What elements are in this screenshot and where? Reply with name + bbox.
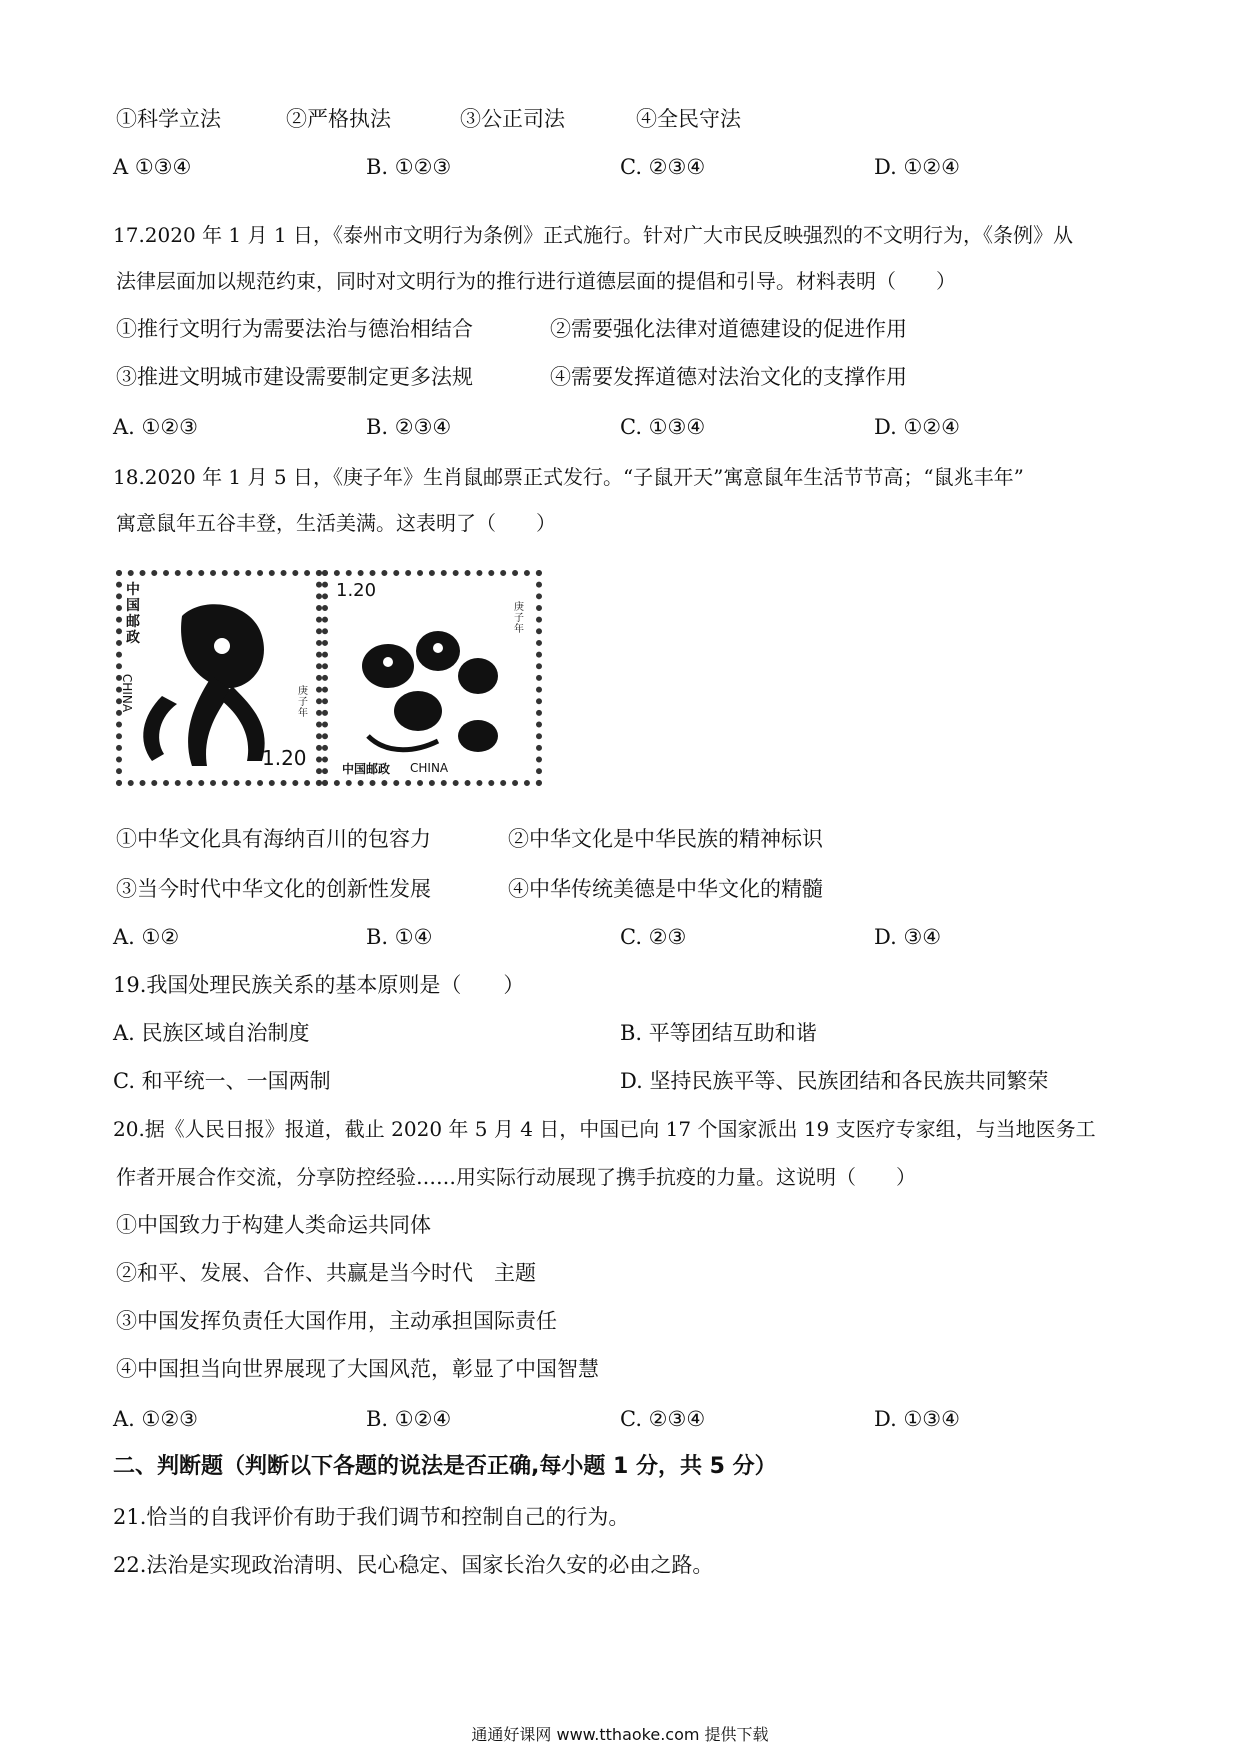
- section2-heading: 二、判断题（判断以下各题的说法是否正确,每小题 1 分，共 5 分）: [113, 1454, 777, 1479]
- stamp-left-country: CHINA: [120, 673, 135, 713]
- stamp-right-post-label: 中国邮政: [342, 762, 391, 776]
- q16-item-2: ②严格执法: [286, 107, 391, 131]
- q18-option-c[interactable]: C. ②③: [620, 925, 687, 949]
- stamp-right-value: 1.20: [336, 580, 377, 601]
- q16-item-4: ④全民守法: [636, 107, 741, 131]
- stamp-right-country: CHINA: [410, 761, 449, 775]
- q17-option-b[interactable]: B. ②③④: [366, 415, 452, 439]
- zodiac-rat-stamps-image: [116, 570, 542, 786]
- q16-option-d[interactable]: D. ①②④: [874, 155, 960, 179]
- q19-stem: 19.我国处理民族关系的基本原则是（ ）: [113, 973, 525, 997]
- q18-stem-line2: 寓意鼠年五谷丰登，生活美满。这表明了（ ）: [116, 511, 556, 535]
- q17-stem-line1: 17.2020 年 1 月 1 日，《泰州市文明行为条例》正式施行。针对广大市民反映强烈的不文明行为，《条例》从: [113, 223, 1073, 247]
- q20-stem-line2: 作者开展合作交流，分享防控经验……用实际行动展现了携手抗疫的力量。这说明（ ）: [116, 1165, 916, 1189]
- q18-option-b[interactable]: B. ①④: [366, 925, 433, 949]
- stamp-left: [116, 570, 322, 786]
- q20-item-2: ②和平、发展、合作、共赢是当今时代 主题: [116, 1261, 536, 1285]
- q18-stem-line1: 18.2020 年 1 月 5 日，《庚子年》生肖鼠邮票正式发行。“子鼠开天”寓意鼠年生活节节高；“鼠兆丰年”: [113, 465, 1024, 489]
- q17-item-1: ①推行文明行为需要法治与德治相结合: [116, 317, 473, 341]
- q20-item-3: ③中国发挥负责任大国作用，主动承担国际责任: [116, 1309, 557, 1333]
- q16-item-1: ①科学立法: [116, 107, 221, 131]
- q20-stem-line1: 20.据《人民日报》报道，截止 2020 年 5 月 4 日，中国已向 17 个国家派出 19 支医疗专家组，与当地医务工: [113, 1117, 1096, 1141]
- q20-option-c[interactable]: C. ②③④: [620, 1407, 706, 1431]
- q19-option-d[interactable]: D. 坚持民族平等、民族团结和各民族共同繁荣: [620, 1069, 1049, 1093]
- q20-option-a[interactable]: A. ①②③: [113, 1407, 198, 1431]
- q18-item-4: ④中华传统美德是中华文化的精髓: [508, 877, 823, 901]
- q18-option-d[interactable]: D. ③④: [874, 925, 942, 949]
- q16-option-a[interactable]: A ①③④: [113, 155, 192, 179]
- q20-option-b[interactable]: B. ①②④: [366, 1407, 452, 1431]
- q18-item-1: ①中华文化具有海纳百川的包容力: [116, 827, 431, 851]
- stamp-left-post-label: 中国邮政: [126, 582, 140, 646]
- stamp-left-value: 1.20: [262, 746, 307, 770]
- q19-option-b[interactable]: B. 平等团结互助和谐: [620, 1021, 817, 1045]
- q19-option-c[interactable]: C. 和平统一、一国两制: [113, 1069, 331, 1093]
- q20-item-4: ④中国担当向世界展现了大国风范，彰显了中国智慧: [116, 1357, 599, 1381]
- q17-item-4: ④需要发挥道德对法治文化的支撑作用: [550, 365, 907, 389]
- q17-stem-line2: 法律层面加以规范约束，同时对文明行为的推行进行道德层面的提倡和引导。材料表明（ ）: [116, 269, 956, 293]
- q17-option-a[interactable]: A. ①②③: [113, 415, 198, 439]
- q18-item-3: ③当今时代中华文化的创新性发展: [116, 877, 431, 901]
- q21-statement: 21.恰当的自我评价有助于我们调节和控制自己的行为。: [113, 1505, 630, 1529]
- stamp-left-year: 庚子年: [298, 686, 308, 719]
- q18-option-a[interactable]: A. ①②: [113, 925, 180, 949]
- rat-calligraphy-right-icon: [328, 576, 536, 780]
- q17-item-2: ②需要强化法律对道德建设的促进作用: [550, 317, 907, 341]
- q19-option-a[interactable]: A. 民族区域自治制度: [113, 1021, 310, 1045]
- q17-item-3: ③推进文明城市建设需要制定更多法规: [116, 365, 473, 389]
- stamp-right: [322, 570, 542, 786]
- q17-option-d[interactable]: D. ①②④: [874, 415, 960, 439]
- q16-option-b[interactable]: B. ①②③: [366, 155, 452, 179]
- q20-item-1: ①中国致力于构建人类命运共同体: [116, 1213, 431, 1237]
- q20-option-d[interactable]: D. ①③④: [874, 1407, 960, 1431]
- q17-option-c[interactable]: C. ①③④: [620, 415, 706, 439]
- q16-item-3: ③公正司法: [460, 107, 565, 131]
- q22-statement: 22.法治是实现政治清明、民心稳定、国家长治久安的必由之路。: [113, 1553, 714, 1577]
- page-footer: 通通好课网 www.tthaoke.com 提供下载: [471, 1725, 769, 1744]
- stamp-right-year: 庚子年: [514, 602, 524, 635]
- q18-item-2: ②中华文化是中华民族的精神标识: [508, 827, 823, 851]
- q16-option-c[interactable]: C. ②③④: [620, 155, 706, 179]
